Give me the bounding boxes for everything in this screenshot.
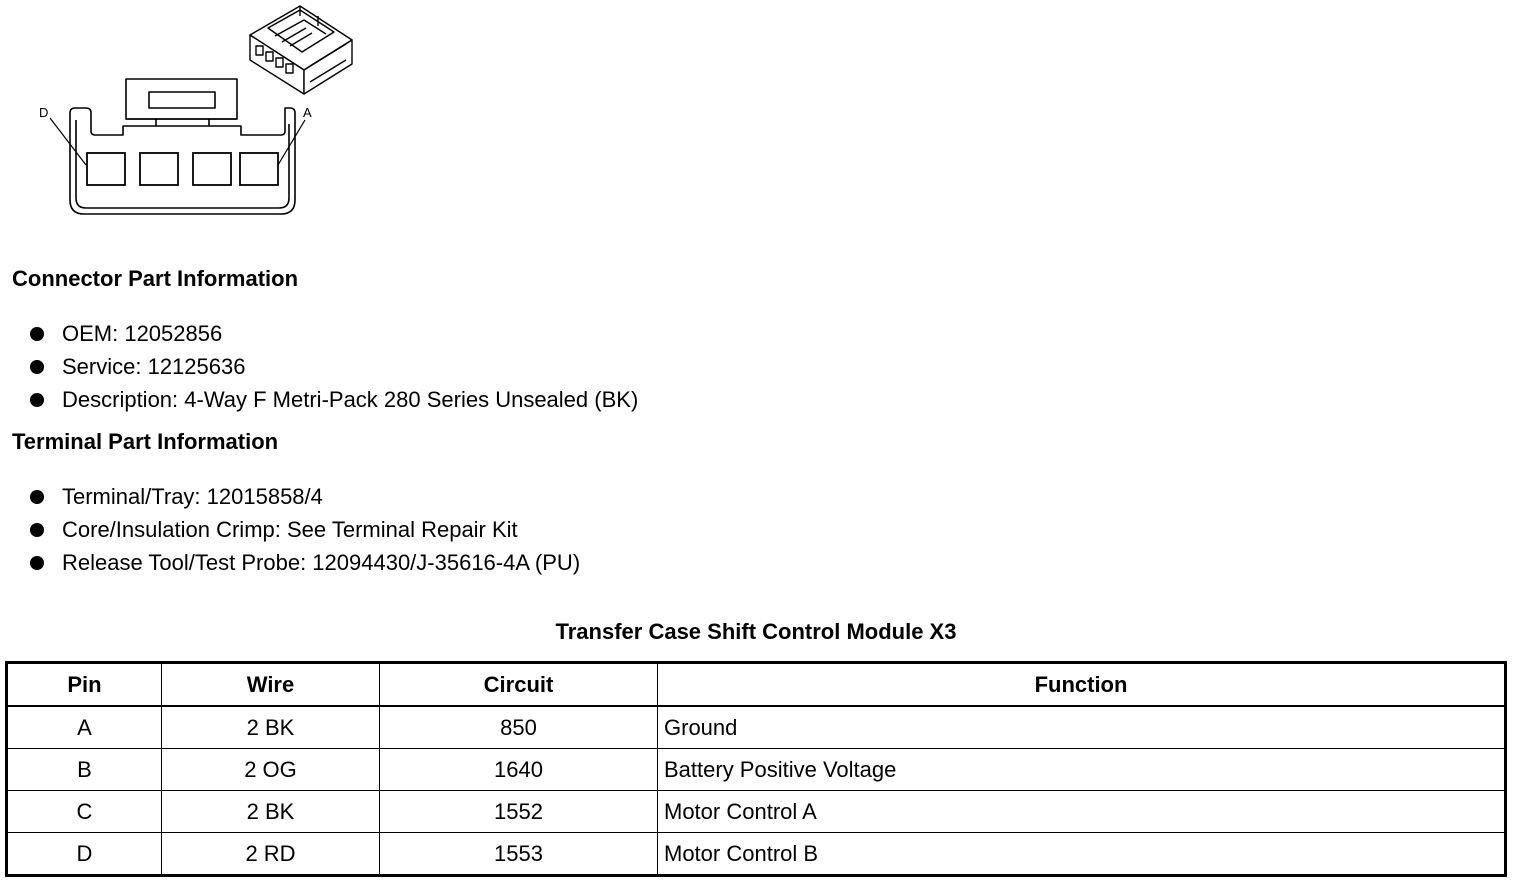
cell-circuit: 1640 [380, 749, 658, 791]
list-item [28, 320, 638, 353]
terminal-part-info-list [28, 483, 580, 582]
terminal-part-info-heading: Terminal Part Information [12, 429, 279, 454]
cavity-a [240, 153, 278, 185]
list-item [28, 483, 580, 516]
list-item-text: Core/Insulation Crimp: See Terminal Repair Kit [62, 517, 518, 542]
cavity-c [140, 153, 178, 185]
cell-function: Motor Control A [658, 791, 1506, 833]
list-item [28, 516, 580, 549]
list-item-text: Release Tool/Test Probe: 12094430/J-35616-4A (PU) [62, 550, 581, 575]
cell-circuit: 1552 [380, 791, 658, 833]
column-header-pin: Pin [7, 663, 162, 707]
cell-function: Motor Control B [658, 833, 1506, 876]
bullet-icon [30, 327, 44, 341]
pin-label-d: D [39, 105, 49, 120]
cell-pin: D [7, 833, 162, 876]
table-title: Transfer Case Shift Control Module X3 [555, 619, 957, 644]
table-row [7, 833, 1506, 876]
bullet-icon [30, 490, 44, 504]
list-item-text: Terminal/Tray: 12015858/4 [62, 484, 323, 509]
list-item [28, 549, 580, 582]
cell-circuit: 1553 [380, 833, 658, 876]
column-header-function: Function [658, 663, 1506, 707]
bullet-icon [30, 393, 44, 407]
table-row [7, 791, 1506, 833]
list-item [28, 386, 638, 419]
bullet-icon [30, 523, 44, 537]
cell-wire: 2 BK [162, 791, 380, 833]
connector-face-outline [70, 79, 295, 214]
bullet-icon [30, 360, 44, 374]
column-header-circuit: Circuit [380, 663, 658, 707]
cell-wire: 2 RD [162, 833, 380, 876]
cell-pin: A [7, 706, 162, 749]
cell-function: Battery Positive Voltage [658, 749, 1506, 791]
table-header-row [7, 663, 1506, 707]
column-header-wire: Wire [162, 663, 380, 707]
list-item-text: Service: 12125636 [62, 354, 246, 379]
pinout-table [5, 661, 1507, 877]
cell-pin: C [7, 791, 162, 833]
cell-pin: B [7, 749, 162, 791]
pin-label-a: A [303, 105, 312, 120]
bullet-icon [30, 556, 44, 570]
list-item [28, 353, 638, 386]
table-row [7, 706, 1506, 749]
cell-wire: 2 BK [162, 706, 380, 749]
cell-function: Ground [658, 706, 1506, 749]
list-item-text: Description: 4-Way F Metri-Pack 280 Series Unsealed (BK) [62, 387, 639, 412]
cell-wire: 2 OG [162, 749, 380, 791]
connector-part-info-list [28, 320, 638, 419]
cavity-d [87, 153, 125, 185]
cavity-b [193, 153, 231, 185]
connector-diagram [0, 0, 380, 230]
table-row [7, 749, 1506, 791]
connector-part-info-heading: Connector Part Information [12, 266, 299, 291]
list-item-text: OEM: 12052856 [62, 321, 223, 346]
connector-isometric-illustration [250, 6, 352, 94]
cell-circuit: 850 [380, 706, 658, 749]
